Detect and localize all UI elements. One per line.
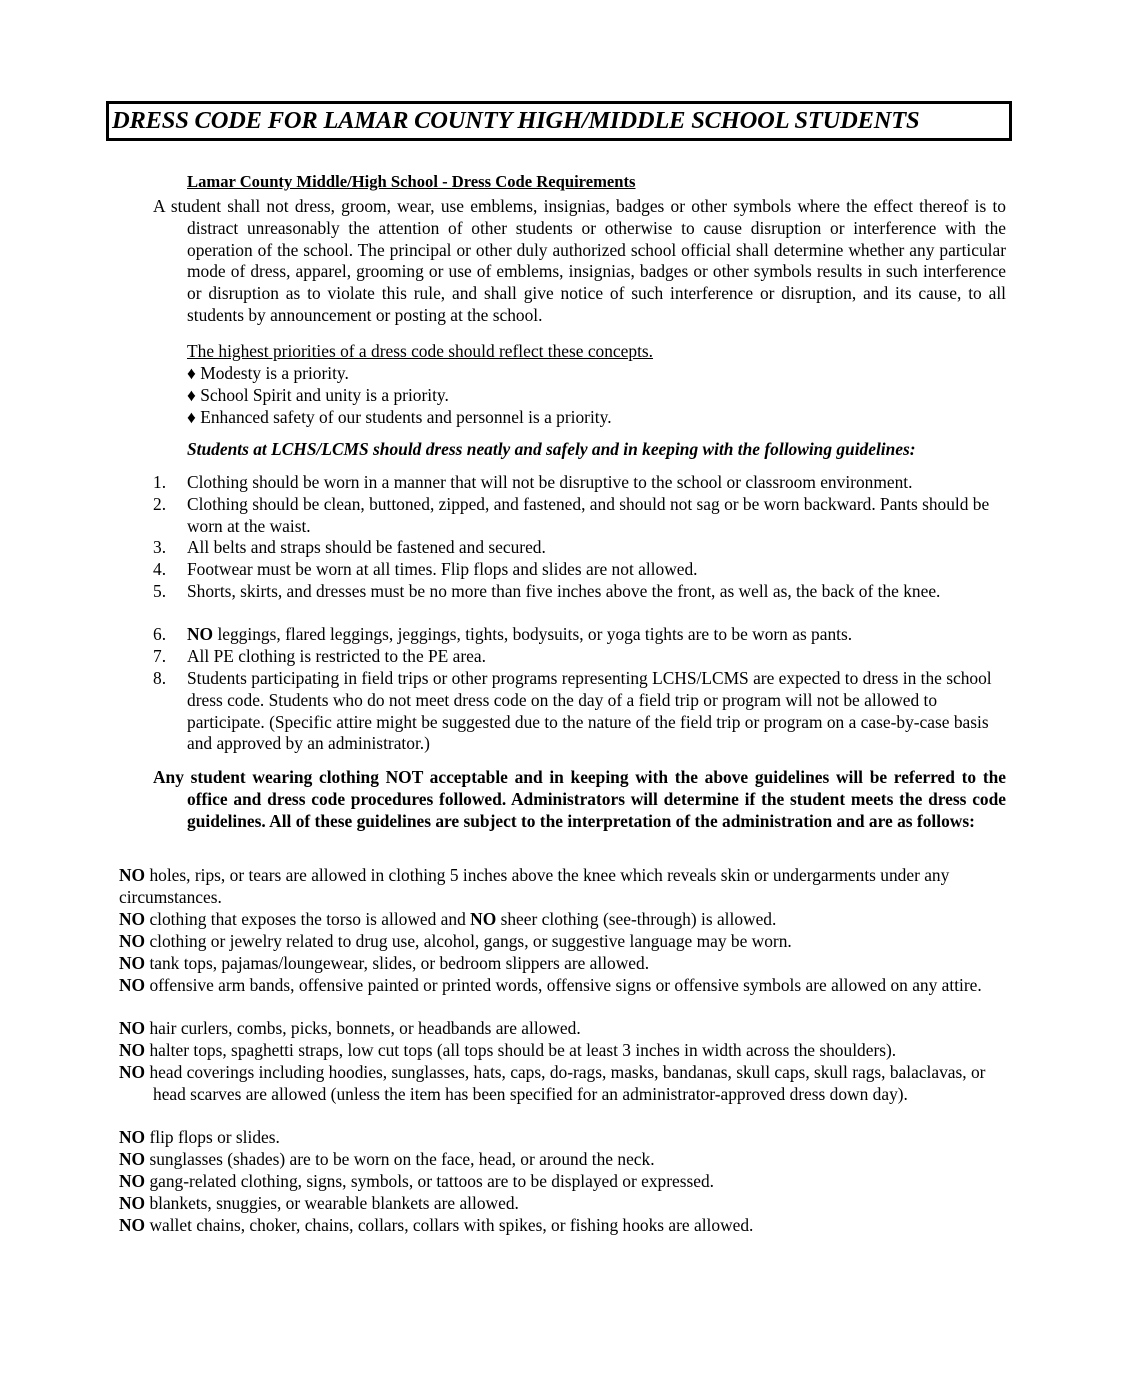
prohibition-item: NO flip flops or slides.	[119, 1127, 280, 1147]
title-box	[106, 101, 1012, 141]
guideline-number: 4.	[153, 559, 167, 579]
prohibition-item: NO hair curlers, combs, picks, bonnets, or headbands are allowed.	[119, 1018, 581, 1038]
guideline-text: Clothing should be worn in a manner that will not be disruptive to the school or classroom environment.	[187, 472, 913, 492]
guideline-text: All belts and straps should be fastened and secured.	[187, 537, 546, 557]
guideline-number: 7.	[153, 646, 167, 666]
guideline-number: 5.	[153, 581, 167, 601]
guideline-text: Students participating in field trips or other programs representing LCHS/LCMS are expected to dress in the school dress code. Students who do not meet dress code on the day of a field trip or program will not be allowed to participate. (Specific attire might be suggested due to the nature of the field trip or program on a case-by-case basis and approved by an administrator.)	[187, 668, 992, 754]
guidelines-heading: Students at LCHS/LCMS should dress neatly and safely and in keeping with the following guidelines:	[187, 439, 916, 459]
warning-paragraph	[153, 767, 1006, 832]
priorities-heading: The highest priorities of a dress code should reflect these concepts.	[187, 341, 654, 361]
priority-item: ♦ School Spirit and unity is a priority.	[187, 385, 449, 405]
intro-paragraph	[153, 196, 1006, 327]
guideline-text: Shorts, skirts, and dresses must be no more than five inches above the front, as well as, the back of the knee.	[187, 581, 941, 601]
intro-text: A student shall not dress, groom, wear, use emblems, insignias, badges or other symbols where the effect thereof is to distract unreasonably the attention of other students or otherwise to cause disruption or interference with the operation of the school. The principal or other duly authorized school official shall determine whether any particular mode of dress, apparel, grooming or use of emblems, insignias, badges or other symbols results in such interference or disruption as to violate this rule, and shall give notice of such interference or disruption, and its cause, to all students by announcement or posting at the school.	[153, 196, 1006, 325]
section-subheading: Lamar County Middle/High School - Dress Code Requirements	[187, 172, 636, 191]
warning-text: Any student wearing clothing NOT acceptable and in keeping with the above guidelines will be referred to the office and dress code procedures followed. Administrators will determine if the student meets the dress code guidelines. All of these guidelines are subject to the interpretation of the administration and are as follows:	[153, 767, 1006, 831]
guideline-number: 2.	[153, 494, 167, 514]
priority-item: ♦ Modesty is a priority.	[187, 363, 349, 383]
diamond-bullet-icon: ♦	[187, 363, 196, 383]
guideline-text: NO leggings, flared leggings, jeggings, tights, bodysuits, or yoga tights are to be worn as pants.	[187, 624, 853, 644]
guideline-number: 3.	[153, 537, 167, 557]
prohibition-item: NO holes, rips, or tears are allowed in clothing 5 inches above the knee which reveals skin or undergarments under any circumstances.	[119, 865, 950, 907]
prohibition-item: NO sunglasses (shades) are to be worn on the face, head, or around the neck.	[119, 1149, 655, 1169]
prohibition-item: NO wallet chains, choker, chains, collars, collars with spikes, or fishing hooks are allowed.	[119, 1215, 754, 1235]
guideline-number: 6.	[153, 624, 167, 644]
prohibition-item: NO halter tops, spaghetti straps, low cut tops (all tops should be at least 3 inches in width across the shoulders).	[119, 1040, 897, 1060]
document-title: DRESS CODE FOR LAMAR COUNTY HIGH/MIDDLE SCHOOL STUDENTS	[112, 107, 920, 134]
guideline-text: Clothing should be clean, buttoned, zipped, and fastened, and should not sag or be worn backward. Pants should be worn at the waist.	[187, 494, 990, 536]
priority-item: ♦ Enhanced safety of our students and personnel is a priority.	[187, 407, 612, 427]
guideline-number: 8.	[153, 668, 167, 688]
prohibition-item: NO clothing that exposes the torso is allowed and NO sheer clothing (see-through) is allowed.	[119, 909, 777, 929]
guideline-text: Footwear must be worn at all times. Flip flops and slides are not allowed.	[187, 559, 698, 579]
diamond-bullet-icon: ♦	[187, 407, 196, 427]
prohibition-item: NO tank tops, pajamas/loungewear, slides, or bedroom slippers are allowed.	[119, 953, 650, 973]
prohibition-item: NO blankets, snuggies, or wearable blankets are allowed.	[119, 1193, 519, 1213]
prohibition-item: NO clothing or jewelry related to drug use, alcohol, gangs, or suggestive language may be worn.	[119, 931, 792, 951]
guideline-number: 1.	[153, 472, 167, 492]
prohibition-item: NO offensive arm bands, offensive painted or printed words, offensive signs or offensive symbols are allowed on any attire.	[119, 975, 982, 995]
prohibition-item: NO head coverings including hoodies, sunglasses, hats, caps, do-rags, masks, bandanas, skull caps, skull rags, balaclavas, or head scarves are allowed (unless the item has been specified for an administrator-approved dress down day).	[119, 1062, 986, 1104]
diamond-bullet-icon: ♦	[187, 385, 196, 405]
guideline-text: All PE clothing is restricted to the PE area.	[187, 646, 486, 666]
no-emphasis: NO	[187, 624, 214, 644]
prohibition-item: NO gang-related clothing, signs, symbols, or tattoos are to be displayed or expressed.	[119, 1171, 715, 1191]
